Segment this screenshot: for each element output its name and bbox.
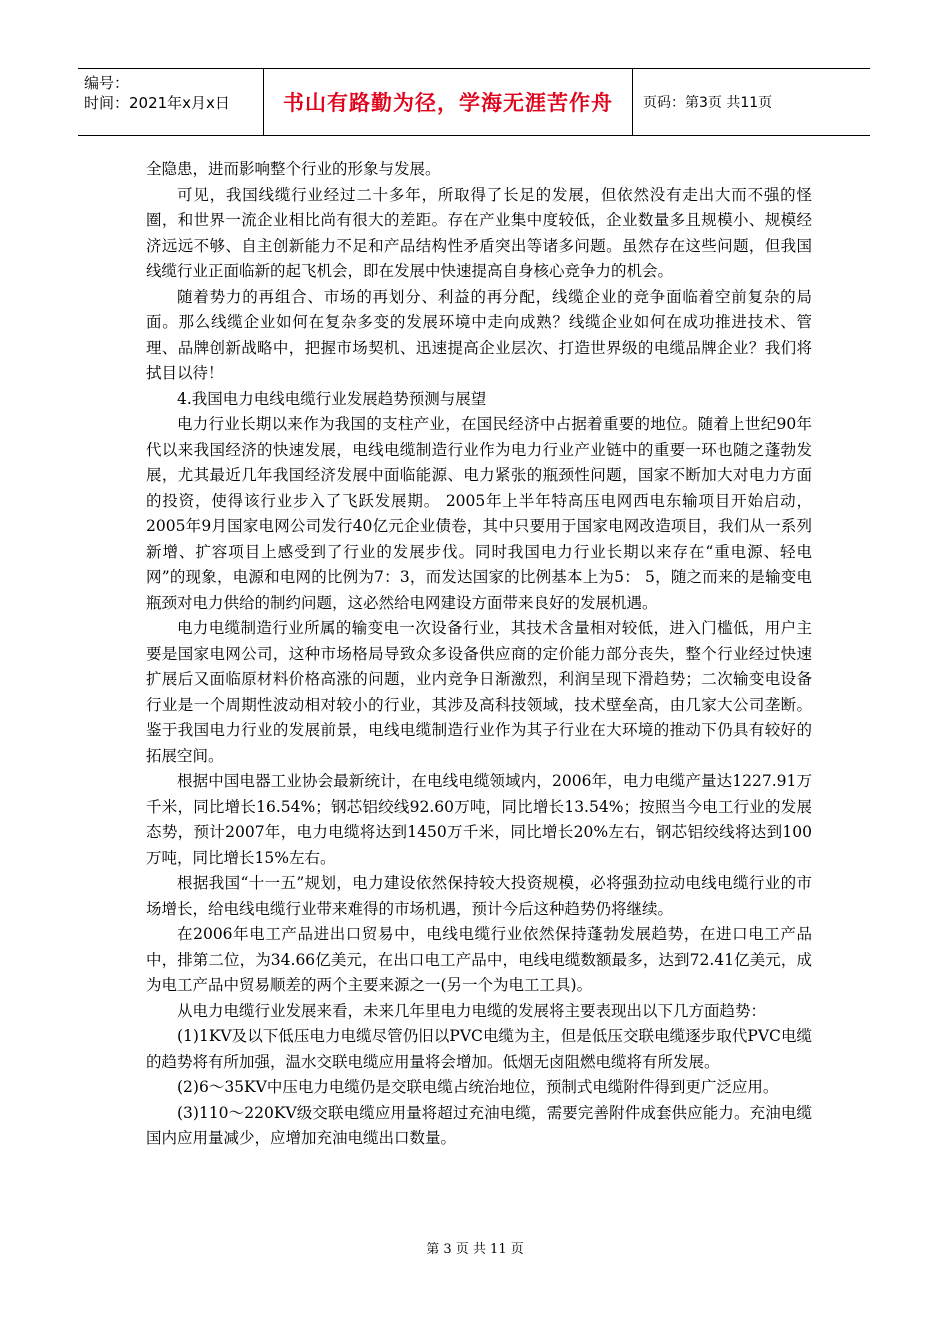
document-body (146, 157, 812, 1152)
paragraph: 随着势力的再组合、市场的再划分、利益的再分配，线缆企业的竞争面临着空前复杂的局面。那么线缆企业如何在复杂多变的发展环境中走向成熟？线缆企业如何在成功推进技术、管理、品牌创新战略中，把握市场契机、迅速提高企业层次、打造世界级的电缆品牌企业？我们将拭目以待！ (146, 287, 812, 382)
header-motto: 书山有路勤为径，学海无涯苦作舟 (264, 69, 633, 135)
page-header (78, 68, 870, 136)
list-item: (3)110～220KV级交联电缆应用量将超过充油电缆，需要完善附件成套供应能力。充油电缆国内应用量减少，应增加充油电缆出口数量。 (146, 1103, 812, 1147)
document-date-label: 时间：2021年x月x日 (84, 94, 230, 112)
document-number-label: 编号： (84, 74, 130, 92)
paragraph: 全隐患，进而影响整个行业的形象与发展。 (146, 160, 441, 178)
paragraph: 电力电缆制造行业所属的输变电一次设备行业，其技术含量相对较低，进入门槛低，用户主要是国家电网公司，这种市场格局导致众多设备供应商的定价能力部分丧失，整个行业经过快速扩展后又面临原材料价格高涨的问题，业内竞争日渐激烈，利润呈现下滑趋势；二次输变电设备行业是一个周期性波动相对较小的行业，其涉及高科技领域，技术壁垒高，由几家大公司垄断。鉴于我国电力行业的发展前景，电线电缆制造行业作为其子行业在大环境的推动下仍具有较好的拓展空间。 (146, 619, 812, 765)
paragraph: 电力行业长期以来作为我国的支柱产业，在国民经济中占据着重要的地位。随着上世纪90年代以来我国经济的快速发展，电线电缆制造行业作为电力行业产业链中的重要一环也随之蓬勃发展，尤其最近几年我国经济发展中面临能源、电力紧张的瓶颈性问题，国家不断加大对电力方面的投资，使得该行业步入了飞跃发展期。 2005年上半年特高压电网西电东输项目开始启动，2005年9月国家电网公司发行40亿元企业债卷，其中只要用于国家电网改造项目，我们从一系列新增、扩容项目上感受到了行业的发展步伐。同时我国电力行业长期以来存在“重电源、轻电网”的现象，电源和电网的比例为7：3，而发达国家的比例基本上为5： 5，随之而来的是输变电瓶颈对电力供给的制约问题，这必然给电网建设方面带来良好的发展机遇。 (146, 415, 812, 612)
header-page-label: 页码：第3页 共11页 (643, 95, 773, 111)
paragraph: 在2006年电工产品进出口贸易中，电线电缆行业依然保持蓬勃发展趋势，在进口电工产品中，排第二位，为34.66亿美元，在出口电工产品中，电线电缆数额最多，达到72.41亿美元，成为电工产品中贸易顺差的两个主要来源之一(另一个为电工工具)。 (146, 925, 812, 994)
section-heading: 4.我国电力电线电缆行业发展趋势预测与展望 (177, 389, 487, 408)
list-item: (2)6～35KV中压电力电缆仍是交联电缆占统治地位，预制式电缆附件得到更广泛应用。 (177, 1078, 779, 1096)
header-meta (78, 69, 264, 135)
page-footer: 第 3 页 共 11 页 (426, 1242, 524, 1257)
paragraph: 根据我国“十一五”规划，电力建设依然保持较大投资规模，必将强劲拉动电线电缆行业的市场增长，给电线电缆行业带来难得的市场机遇，预计今后这种趋势仍将继续。 (146, 874, 812, 918)
paragraph: 根据中国电器工业协会最新统计，在电线电缆领域内，2006年，电力电缆产量达1227.91万千米，同比增长16.54%；钢芯铝绞线92.60万吨，同比增长13.54%；按照当今电工行业的发展态势，预计2007年，电力电缆将达到1450万千米，同比增长20%左右，钢芯铝绞线将达到100万吨，同比增长15%左右。 (146, 772, 812, 867)
paragraph: 可见，我国线缆行业经过二十多年，所取得了长足的发展，但依然没有走出大而不强的怪圈，和世界一流企业相比尚有很大的差距。存在产业集中度较低，企业数量多且规模小、规模经济远远不够、自主创新能力不足和产品结构性矛盾突出等诸多问题。虽然存在这些问题，但我国线缆行业正面临新的起飞机会，即在发展中快速提高自身核心竞争力的机会。 (146, 185, 812, 280)
list-item: (1)1KV及以下低压电力电缆尽管仍旧以PVC电缆为主，但是低压交联电缆逐步取代PVC电缆的趋势将有所加强，温水交联电缆应用量将会增加。低烟无卤阻燃电缆将有所发展。 (146, 1027, 812, 1071)
paragraph: 从电力电缆行业发展来看，未来几年里电力电缆的发展将主要表现出以下几方面趋势： (177, 1001, 767, 1020)
